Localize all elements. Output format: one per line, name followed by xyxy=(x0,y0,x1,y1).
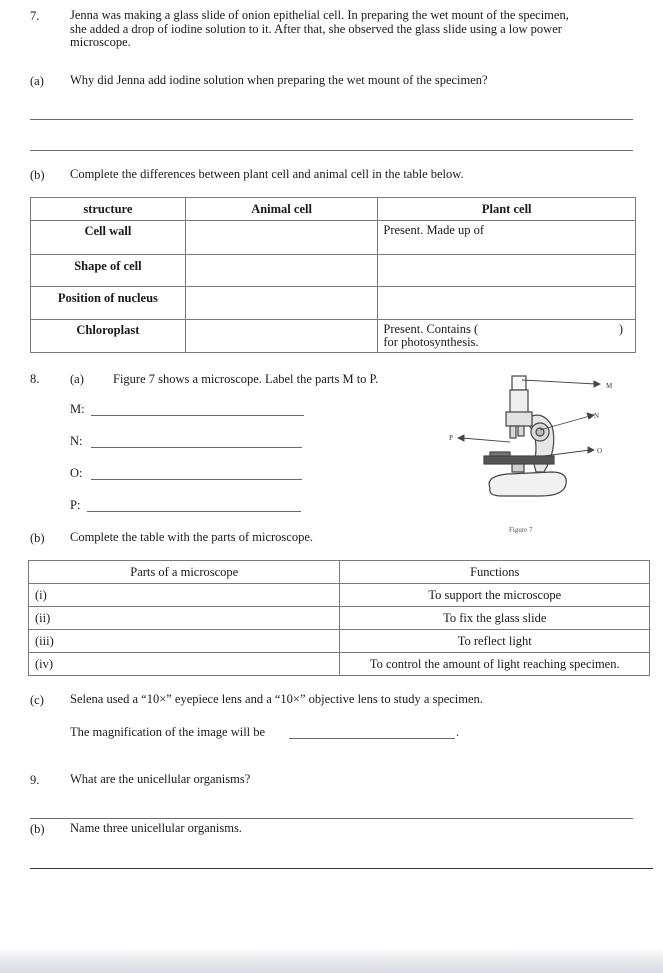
part-cell[interactable]: (iii) xyxy=(29,630,340,653)
stage xyxy=(484,456,554,464)
q8a-question: Figure 7 shows a microscope. Label the parts M to P. xyxy=(113,372,379,386)
table-header-row xyxy=(31,198,636,221)
row-structure: Cell wall xyxy=(31,221,186,255)
q8b-label: (b) xyxy=(30,531,45,545)
q9b-question: Name three unicellular organisms. xyxy=(70,821,242,835)
plant-cell-text: Present. Contains ( xyxy=(383,322,479,336)
eyepiece xyxy=(512,376,526,390)
row-structure: Position of nucleus xyxy=(31,287,186,320)
header-functions: Functions xyxy=(340,561,650,584)
microscope-base xyxy=(489,472,566,496)
blank-letter: O: xyxy=(70,466,83,480)
table-row xyxy=(31,287,636,320)
figure-caption: Figure 7 xyxy=(509,526,533,534)
answer-line[interactable] xyxy=(91,479,302,480)
close-paren: ) xyxy=(618,322,623,336)
animal-cell-answer[interactable] xyxy=(185,287,378,320)
answer-line[interactable] xyxy=(289,738,455,739)
header-plant-cell: Plant cell xyxy=(378,198,636,221)
function-cell: To fix the glass slide xyxy=(340,607,650,630)
q9-number: 9. xyxy=(30,773,40,787)
table-row xyxy=(31,255,636,287)
q7b-label: (b) xyxy=(30,168,45,182)
period: . xyxy=(456,725,460,739)
plant-cell-answer[interactable] xyxy=(378,255,636,287)
label-blank-m[interactable] xyxy=(70,402,85,417)
blank-letter: M: xyxy=(70,402,85,416)
label-blank-o[interactable] xyxy=(70,466,83,481)
page-bottom-edge xyxy=(0,948,663,973)
q8c-question: Selena used a “10×” eyepiece lens and a “10×” objective lens to study a specimen. xyxy=(70,692,483,706)
label-blank-n[interactable] xyxy=(70,434,83,449)
table-row xyxy=(31,221,636,255)
q7-number: 7. xyxy=(30,9,40,23)
table-row xyxy=(29,630,650,653)
row-structure: Shape of cell xyxy=(31,255,186,287)
plant-cell-text: Present. Made up of xyxy=(383,223,485,237)
q7a-question: Why did Jenna add iodine solution when preparing the wet mount of the specimen? xyxy=(70,73,488,87)
label-blank-p[interactable] xyxy=(70,498,80,513)
q7b-question: Complete the differences between plant cell and animal cell in the table below. xyxy=(70,167,464,181)
figure-label-n: N xyxy=(594,412,600,420)
magnification-prompt: The magnification of the image will be xyxy=(70,725,266,739)
table-row xyxy=(29,584,650,607)
plant-cell-answer[interactable] xyxy=(378,320,636,353)
microscope-figure xyxy=(440,368,630,543)
answer-line[interactable] xyxy=(30,818,633,819)
q8b-question: Complete the table with the parts of microscope. xyxy=(70,530,313,544)
q7a-label: (a) xyxy=(30,74,44,88)
figure-label-m: M xyxy=(606,382,613,390)
answer-line[interactable] xyxy=(87,511,301,512)
objective-lens xyxy=(510,426,516,438)
plant-cell-answer[interactable] xyxy=(378,221,636,255)
figure-label-o: O xyxy=(597,447,603,455)
blank-letter: N: xyxy=(70,434,83,448)
function-cell: To support the microscope xyxy=(340,584,650,607)
q7-stem xyxy=(70,9,640,50)
figure-label-p: P xyxy=(449,434,453,442)
q7-stem-line: she added a drop of iodine solution to it. After that, she observed the glass slide using a low power xyxy=(70,21,562,36)
part-cell[interactable]: (i) xyxy=(29,584,340,607)
plant-cell-text: for photosynthesis. xyxy=(383,335,479,349)
answer-line[interactable] xyxy=(30,150,633,151)
animal-cell-answer[interactable] xyxy=(185,221,378,255)
function-cell: To control the amount of light reaching specimen. xyxy=(340,653,650,676)
q8a-label: (a) xyxy=(70,372,84,386)
header-structure: structure xyxy=(31,198,186,221)
cell-comparison-table xyxy=(30,197,636,353)
header-parts: Parts of a microscope xyxy=(29,561,340,584)
blank-letter: P: xyxy=(70,498,81,512)
q7-stem-line: Jenna was making a glass slide of onion epithelial cell. In preparing the wet mount of the specimen, xyxy=(70,8,569,22)
q7-stem-line: microscope. xyxy=(70,35,131,49)
part-cell[interactable]: (ii) xyxy=(29,607,340,630)
table-row xyxy=(29,653,650,676)
animal-cell-answer[interactable] xyxy=(185,255,378,287)
table-row xyxy=(31,320,636,353)
answer-line[interactable] xyxy=(30,868,653,869)
table-row xyxy=(29,607,650,630)
animal-cell-answer[interactable] xyxy=(185,320,378,353)
microscope-parts-table xyxy=(28,560,650,676)
header-animal-cell: Animal cell xyxy=(185,198,378,221)
plant-cell-answer[interactable] xyxy=(378,287,636,320)
answer-line[interactable] xyxy=(91,447,302,448)
part-cell[interactable]: (iv) xyxy=(29,653,340,676)
q9-question: What are the unicellular organisms? xyxy=(70,772,251,786)
row-structure: Chloroplast xyxy=(31,320,186,353)
table-header-row xyxy=(29,561,650,584)
answer-line[interactable] xyxy=(91,415,304,416)
answer-line[interactable] xyxy=(30,119,633,120)
q8-number: 8. xyxy=(30,372,40,386)
q8c-label: (c) xyxy=(30,693,44,707)
q9b-label: (b) xyxy=(30,822,45,836)
stage-clip xyxy=(490,452,510,456)
function-cell: To reflect light xyxy=(340,630,650,653)
